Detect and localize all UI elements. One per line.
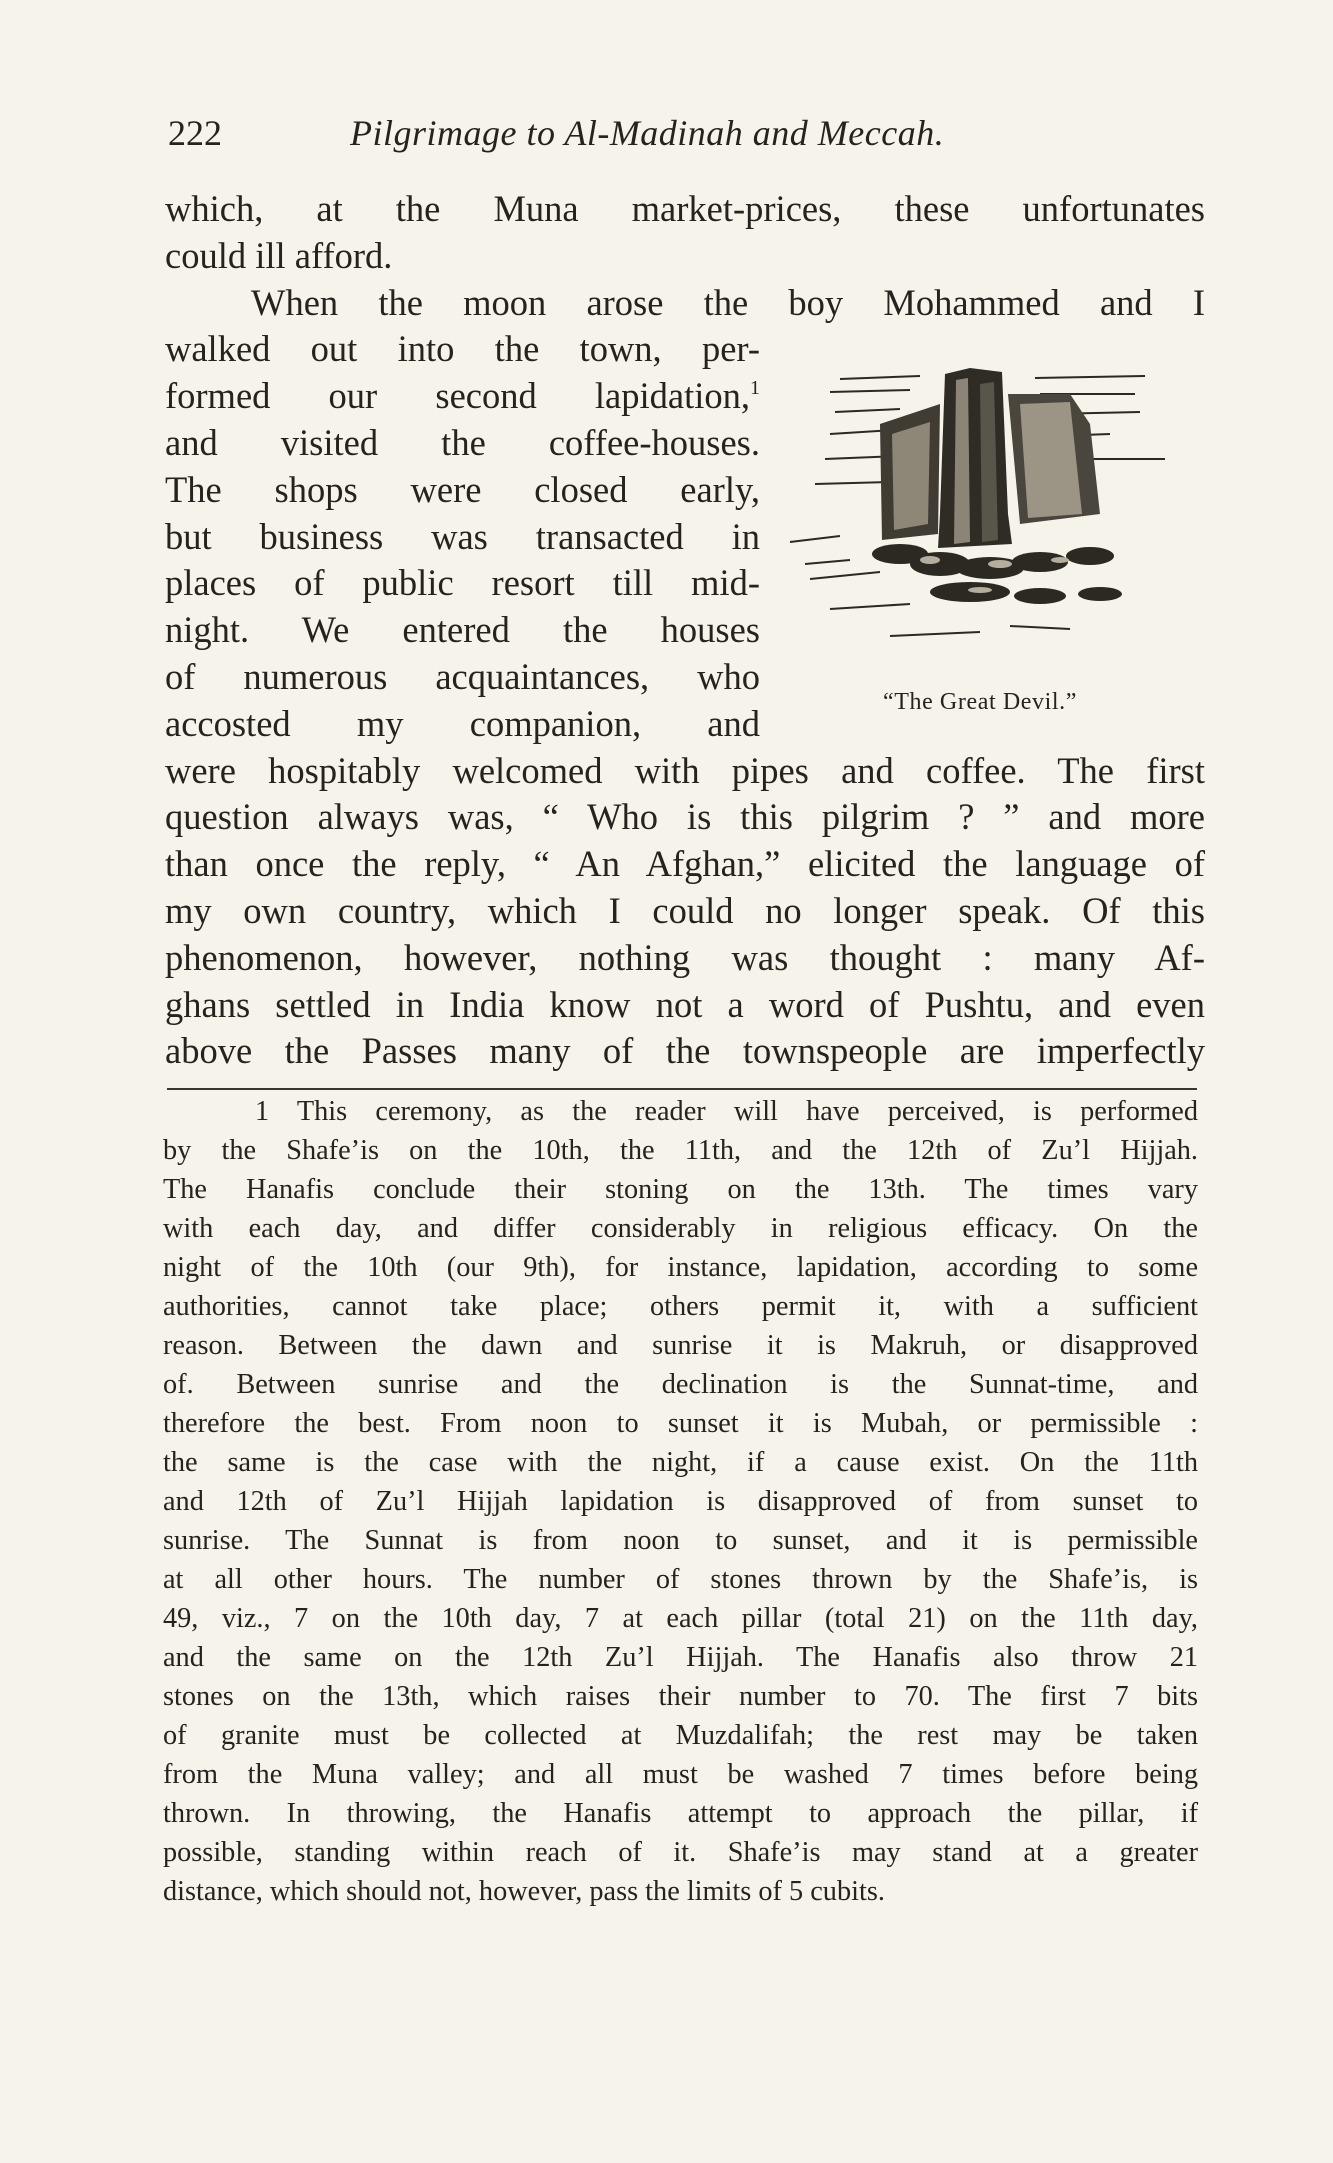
body-line: could ill afford. [165, 234, 393, 276]
footnote-line: thrown. In throwing, the Hanafis attempt to approach the pillar, if [163, 1798, 1198, 1829]
body-line: The shops were closed early, [165, 468, 760, 510]
body-line: but business was transacted in [165, 515, 760, 557]
footnote-line: at all other hours. The number of stones thrown by the Shafe’is, is [163, 1564, 1198, 1595]
footnote-line: 49, viz., 7 on the 10th day, 7 at each pillar (total 21) on the 11th day, [163, 1603, 1198, 1634]
footnote [163, 1092, 1198, 1911]
footnote-line: sunrise. The Sunnat is from noon to sunset, and it is permissible [163, 1525, 1198, 1556]
footnote-line: of. Between sunrise and the declination is the Sunnat-time, and [163, 1369, 1198, 1400]
body-line: walked out into the town, per- [165, 328, 760, 370]
footnote-line: 1 This ceremony, as the reader will have perceived, is performed [255, 1096, 1198, 1127]
footnote-line: and 12th of Zu’l Hijjah lapidation is disapproved of from sunset to [163, 1486, 1198, 1517]
body-line: than once the reply, “ An Afghan,” elicited the language of [165, 843, 1205, 885]
footnote-line: authorities, cannot take place; others permit it, with a sufficient [163, 1291, 1198, 1322]
footnote-line: possible, standing within reach of it. Shafe’is may stand at a greater [163, 1837, 1198, 1868]
body-line: question always was, “ Who is this pilgrim ? ” and more [165, 796, 1205, 838]
footnote-marker: 1 [750, 377, 760, 400]
body-line: places of public resort till mid- [165, 562, 760, 604]
body-line-text: formed our second lapidation, [165, 375, 750, 417]
body-line: phenomenon, however, nothing was thought : many Af- [165, 936, 1205, 978]
footnote-line: of granite must be collected at Muzdalifah; the rest may be taken [163, 1720, 1198, 1751]
body-line: When the moon arose the boy Mohammed and I [251, 281, 1205, 323]
footnote-line: and the same on the 12th Zu’l Hijjah. The Hanafis also throw 21 [163, 1642, 1198, 1673]
footnote-rule [167, 1088, 1197, 1090]
great-devil-figure [770, 364, 1190, 724]
footnote-line: The Hanafis conclude their stoning on the 13th. The times vary [163, 1174, 1198, 1205]
body-line [165, 373, 760, 420]
footnote-line: distance, which should not, however, pass the limits of 5 cubits. [163, 1876, 885, 1907]
page-number: 222 [168, 113, 222, 153]
body-line: were hospitably welcomed with pipes and coffee. The first [165, 749, 1205, 791]
body-line: ghans settled in India know not a word of Pushtu, and even [165, 983, 1205, 1025]
body-line: my own country, which I could no longer speak. Of this [165, 889, 1205, 931]
footnote-line: reason. Between the dawn and sunrise it is Makruh, or disapproved [163, 1330, 1198, 1361]
footnote-line: by the Shafe’is on the 10th, the 11th, and the 12th of Zu’l Hijjah. [163, 1135, 1198, 1166]
footnote-line: stones on the 13th, which raises their number to 70. The first 7 bits [163, 1681, 1198, 1712]
great-devil-illustration [770, 364, 1190, 684]
footnote-line: therefore the best. From noon to sunset it is Mubah, or permissible : [163, 1408, 1198, 1439]
body-line: and visited the coffee-houses. [165, 421, 760, 463]
figure-caption: “The Great Devil.” [882, 689, 1078, 715]
body-line: above the Passes many of the townspeople are imperfectly [165, 1030, 1205, 1072]
body-line: of numerous acquaintances, who [165, 655, 760, 697]
body-line: night. We entered the houses [165, 609, 760, 651]
running-title: Pilgrimage to Al-Madinah and Meccah. [350, 113, 945, 153]
page-header [168, 108, 1208, 158]
footnote-line: with each day, and differ considerably in religious efficacy. On the [163, 1213, 1198, 1244]
body-line: accosted my companion, and [165, 702, 760, 744]
footnote-line: night of the 10th (our 9th), for instance, lapidation, according to some [163, 1252, 1198, 1283]
footnote-line: from the Muna valley; and all must be washed 7 times before being [163, 1759, 1198, 1790]
footnote-line: the same is the case with the night, if a cause exist. On the 11th [163, 1447, 1198, 1478]
body-line: which, at the Muna market-prices, these unfortunates [165, 188, 1205, 229]
